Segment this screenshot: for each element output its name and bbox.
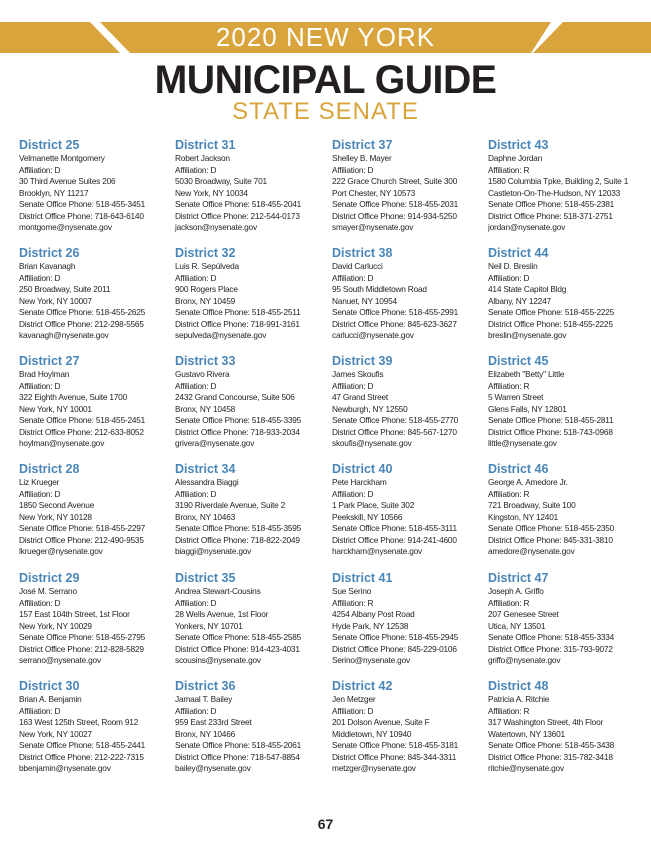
district-heading: District 31 [175,138,236,152]
district-entry [488,571,638,667]
affiliation: Affiliation: R [488,380,530,391]
district-heading: District 45 [488,354,549,368]
district-office-phone: District Office Phone: 212-828-5829 [19,643,144,654]
affiliation: Affiliation: D [175,488,217,499]
district-heading: District 28 [19,462,80,476]
banner-year-title: 2020 NEW YORK [215,22,436,52]
street-address: 207 Genesee Street [488,609,559,619]
street-address: 322 Eighth Avenue, Suite 1700 [19,392,127,402]
district-heading: District 36 [175,679,236,693]
district-office-phone: District Office Phone: 718-991-3161 [175,318,300,329]
affiliation: Affiliation: D [19,488,61,499]
district-heading: District 42 [332,679,393,693]
street-address: 317 Washington Street, 4th Floor [488,717,604,727]
street-address: 959 East 233rd Street [175,717,252,727]
affiliation: Affiliation: D [19,272,61,283]
senator-name: Shelley B. Mayer [332,153,392,163]
district-entry [175,679,325,775]
district-office-phone: District Office Phone: 212-298-5565 [19,318,144,329]
affiliation: Affiliation: R [488,705,530,716]
district-office-phone: District Office Phone: 212-222-7315 [19,751,144,762]
district-heading: District 26 [19,246,80,260]
senate-office-phone: Senate Office Phone: 518-455-2031 [332,199,459,209]
senate-office-phone: Senate Office Phone: 518-455-2945 [332,632,459,642]
street-address: 157 East 104th Street, 1st Floor [19,609,130,619]
email[interactable]: little@nysenate.gov [488,438,557,448]
email[interactable]: metzger@nysenate.gov [332,763,416,773]
district-heading: District 48 [488,679,549,693]
district-entry [488,246,638,342]
district-heading: District 44 [488,246,549,260]
affiliation: Affiliation: D [19,164,61,175]
email[interactable]: jordan@nysenate.gov [488,222,566,232]
city-state-zip: Bronx, NY 10463 [175,511,236,522]
city-state-zip: New York, NY 10001 [19,403,92,414]
district-heading: District 37 [332,138,393,152]
city-state-zip: Castleton-On-The-Hudson, NY 12033 [488,187,621,198]
district-office-phone: District Office Phone: 845-331-3810 [488,534,613,545]
street-address: 163 West 125th Street, Room 912 [19,717,139,727]
affiliation: Affiliation: D [175,272,217,283]
senate-office-phone: Senate Office Phone: 518-455-2451 [19,415,146,425]
email[interactable]: carlucci@nysenate.gov [332,330,414,340]
street-address: 1580 Columbia Tpke, Building 2, Suite 1 [488,176,629,186]
street-address: 95 South Middletown Road [332,284,427,294]
affiliation: Affiliation: D [19,597,61,608]
district-entry [488,462,638,558]
city-state-zip: New York, NY 10128 [19,511,92,522]
senate-office-phone: Senate Office Phone: 518-455-2625 [19,307,146,317]
street-address: 201 Dolson Avenue, Suite F [332,717,430,727]
district-entry [488,679,638,775]
senator-name: Joseph A. Griffo [488,586,544,596]
senator-name: George A. Amedore Jr. [488,477,568,487]
district-heading: District 43 [488,138,549,152]
district-entry [332,354,482,450]
senate-office-phone: Senate Office Phone: 518-455-2225 [488,307,615,317]
district-entry [332,138,482,234]
senate-office-phone: Senate Office Phone: 518-455-2061 [175,740,302,750]
district-entry [175,462,325,558]
affiliation: Affiliation: D [175,705,217,716]
city-state-zip: Kingston, NY 12401 [488,511,559,522]
senate-office-phone: Senate Office Phone: 518-455-3181 [332,740,459,750]
affiliation: Affiliation: D [175,380,217,391]
street-address: 30 Third Avenue Suites 206 [19,176,116,186]
district-office-phone: District Office Phone: 518-743-0968 [488,426,613,437]
district-entry [19,679,169,775]
street-address: 5 Warren Street [488,392,544,402]
email[interactable]: serrano@nysenate.gov [19,655,101,665]
email[interactable]: skoufis@nysenate.gov [332,438,412,448]
senator-name: Neil D. Breslin [488,261,538,271]
senate-office-phone: Senate Office Phone: 518-455-3595 [175,523,302,533]
email[interactable]: Serino@nysenate.gov [332,655,410,665]
street-address: 250 Broadway, Suite 2011 [19,284,111,294]
senator-name: Alessandra Biaggi [175,477,239,487]
street-address: 900 Rogers Place [175,284,238,294]
city-state-zip: Bronx, NY 10459 [175,295,236,306]
email[interactable]: montgome@nysenate.gov [19,222,112,232]
senate-office-phone: Senate Office Phone: 518-455-3451 [19,199,146,209]
district-heading: District 30 [19,679,80,693]
affiliation: Affiliation: R [488,488,530,499]
email[interactable]: kavanagh@nysenate.gov [19,330,109,340]
district-entry [19,571,169,667]
district-office-phone: District Office Phone: 212-490-9535 [19,534,144,545]
district-heading: District 34 [175,462,236,476]
affiliation: Affiliation: D [19,380,61,391]
district-entry [19,138,169,234]
email[interactable]: sepulveda@nysenate.gov [175,330,267,340]
district-entry [488,138,638,234]
district-office-phone: District Office Phone: 845-344-3311 [332,751,457,762]
senator-name: Liz Krueger [19,477,60,487]
district-office-phone: District Office Phone: 914-241-4600 [332,534,457,545]
email[interactable]: bailey@nysenate.gov [175,763,251,773]
affiliation: Affiliation: D [175,164,217,175]
district-office-phone: District Office Phone: 518-371-2751 [488,210,613,221]
senate-office-phone: Senate Office Phone: 518-455-2811 [488,415,614,425]
district-office-phone: District Office Phone: 212-633-8052 [19,426,144,437]
district-office-phone: District Office Phone: 845-623-3627 [332,318,457,329]
senate-office-phone: Senate Office Phone: 518-455-2297 [19,523,146,533]
affiliation: Affiliation: D [175,597,217,608]
city-state-zip: Brooklyn, NY 11217 [19,187,89,198]
senator-name: Sue Serino [332,586,372,596]
district-office-phone: District Office Phone: 718-547-8854 [175,751,300,762]
section-subtitle: STATE SENATE [232,98,419,125]
street-address: 47 Grand Street [332,392,389,402]
district-office-phone: District Office Phone: 212-544-0173 [175,210,300,221]
affiliation: Affiliation: R [488,597,530,608]
senator-name: Brad Hoylman [19,369,70,379]
title-banner [0,22,651,53]
email[interactable]: harckham@nysenate.gov [332,546,423,556]
senate-office-phone: Senate Office Phone: 518-455-2795 [19,632,146,642]
senate-office-phone: Senate Office Phone: 518-455-2585 [175,632,302,642]
city-state-zip: Bronx, NY 10466 [175,728,236,739]
city-state-zip: New York, NY 10034 [175,187,248,198]
district-entry [488,354,638,450]
city-state-zip: Utica, NY 13501 [488,620,546,631]
district-heading: District 33 [175,354,236,368]
city-state-zip: Glens Falls, NY 12801 [488,403,567,414]
district-entry [19,246,169,342]
district-entry [175,354,325,450]
senator-name: Brian Kavanagh [19,261,76,271]
senator-name: Velmanette Montgomery [19,153,105,163]
email[interactable]: breslin@nysenate.gov [488,330,567,340]
senator-name: Luis R. Sepúlveda [175,261,239,271]
street-address: 414 State Capitol Bldg [488,284,567,294]
senate-office-phone: Senate Office Phone: 518-455-2381 [488,199,615,209]
senate-office-phone: Senate Office Phone: 518-455-2350 [488,523,615,533]
senator-name: Jen Metzger [332,694,376,704]
senate-office-phone: Senate Office Phone: 518-455-2770 [332,415,459,425]
district-heading: District 25 [19,138,80,152]
city-state-zip: Nanuet, NY 10954 [332,295,397,306]
district-heading: District 46 [488,462,549,476]
district-heading: District 32 [175,246,236,260]
district-entry [175,571,325,667]
senator-name: Brian A. Benjamin [19,694,82,704]
affiliation: Affiliation: D [332,705,374,716]
street-address: 5030 Broadway, Suite 701 [175,176,267,186]
email[interactable]: ritchie@nysenate.gov [488,763,564,773]
affiliation: Affiliation: D [19,705,61,716]
city-state-zip: New York, NY 10029 [19,620,92,631]
senate-office-phone: Senate Office Phone: 518-455-3334 [488,632,615,642]
email[interactable]: griffo@nysenate.gov [488,655,561,665]
district-office-phone: District Office Phone: 315-793-9072 [488,643,613,654]
district-heading: District 47 [488,571,549,585]
senate-office-phone: Senate Office Phone: 518-455-2511 [175,307,301,317]
senate-office-phone: Senate Office Phone: 518-455-2991 [332,307,459,317]
email[interactable]: amedore@nysenate.gov [488,546,575,556]
district-heading: District 27 [19,354,80,368]
affiliation: Affiliation: D [488,272,530,283]
email[interactable]: biaggi@nysenate.gov [175,546,252,556]
district-entry [19,462,169,558]
affiliation: Affiliation: D [332,164,374,175]
district-office-phone: District Office Phone: 718-643-6140 [19,210,144,221]
district-entry [332,246,482,342]
street-address: 222 Grace Church Street, Suite 300 [332,176,458,186]
affiliation: Affiliation: R [332,597,374,608]
city-state-zip: Middletown, NY 10940 [332,728,412,739]
senator-name: Andrea Stewart-Cousins [175,586,261,596]
city-state-zip: Peekskill, NY 10566 [332,511,403,522]
city-state-zip: Yonkers, NY 10701 [175,620,243,631]
senate-office-phone: Senate Office Phone: 518-455-3111 [332,523,457,533]
district-heading: District 41 [332,571,393,585]
email[interactable]: scousins@nysenate.gov [175,655,261,665]
email[interactable]: lkrueger@nysenate.gov [19,546,103,556]
senator-name: Patricia A. Ritchie [488,694,550,704]
street-address: 721 Broadway, Suite 100 [488,500,576,510]
senator-name: Robert Jackson [175,153,230,163]
district-office-phone: District Office Phone: 718-822-2049 [175,534,300,545]
district-entry [332,679,482,775]
district-entry [175,246,325,342]
street-address: 4254 Albany Post Road [332,609,415,619]
street-address: 1850 Second Avenue [19,500,95,510]
senator-name: Daphne Jordan [488,153,543,163]
district-heading: District 38 [332,246,393,260]
city-state-zip: Newburgh, NY 12550 [332,403,408,414]
affiliation: Affiliation: R [488,164,530,175]
district-office-phone: District Office Phone: 315-782-3418 [488,751,613,762]
senator-name: Elizabeth "Betty" Little [488,369,565,379]
city-state-zip: New York, NY 10027 [19,728,92,739]
email[interactable]: grivera@nysenate.gov [175,438,255,448]
district-heading: District 29 [19,571,80,585]
affiliation: Affiliation: D [332,272,374,283]
city-state-zip: Watertown, NY 13601 [488,728,565,739]
district-office-phone: District Office Phone: 518-455-2225 [488,318,613,329]
city-state-zip: Albany, NY 12247 [488,295,551,306]
city-state-zip: Bronx, NY 10458 [175,403,236,414]
senator-name: Pete Harckham [332,477,387,487]
senator-name: José M. Serrano [19,586,77,596]
senate-office-phone: Senate Office Phone: 518-455-2441 [19,740,146,750]
senator-name: David Carlucci [332,261,383,271]
district-entry [175,138,325,234]
city-state-zip: Port Chester, NY 10573 [332,187,416,198]
senator-name: James Skoufis [332,369,384,379]
district-office-phone: District Office Phone: 914-934-5250 [332,210,457,221]
district-entry [332,462,482,558]
affiliation: Affiliation: D [332,488,374,499]
email[interactable]: smayer@nysenate.gov [332,222,414,232]
city-state-zip: New York, NY 10007 [19,295,92,306]
district-entry [19,354,169,450]
senate-office-phone: Senate Office Phone: 518-455-2041 [175,199,302,209]
district-office-phone: District Office Phone: 845-229-0106 [332,643,457,654]
district-entry [332,571,482,667]
senator-name: Gustavo Rivera [175,369,230,379]
district-office-phone: District Office Phone: 718-933-2034 [175,426,300,437]
district-heading: District 35 [175,571,236,585]
senator-name: Jamaal T. Bailey [175,694,233,704]
email[interactable]: bbenjamin@nysenate.gov [19,763,111,773]
senate-office-phone: Senate Office Phone: 518-455-3395 [175,415,302,425]
street-address: 28 Wells Avenue, 1st Floor [175,609,269,619]
email[interactable]: hoylman@nysenate.gov [19,438,105,448]
affiliation: Affiliation: D [332,380,374,391]
senate-office-phone: Senate Office Phone: 518-455-3438 [488,740,615,750]
district-office-phone: District Office Phone: 914-423-4031 [175,643,300,654]
district-heading: District 40 [332,462,393,476]
email[interactable]: jackson@nysenate.gov [175,222,257,232]
district-heading: District 39 [332,354,393,368]
district-office-phone: District Office Phone: 845-567-1270 [332,426,457,437]
page-number: 67 [317,816,334,832]
street-address: 3190 Riverdale Avenue, Suite 2 [175,500,286,510]
street-address: 1 Park Place, Suite 302 [332,500,415,510]
street-address: 2432 Grand Concourse, Suite 506 [175,392,295,402]
guide-title: MUNICIPAL GUIDE [154,58,497,102]
city-state-zip: Hyde Park, NY 12538 [332,620,409,631]
